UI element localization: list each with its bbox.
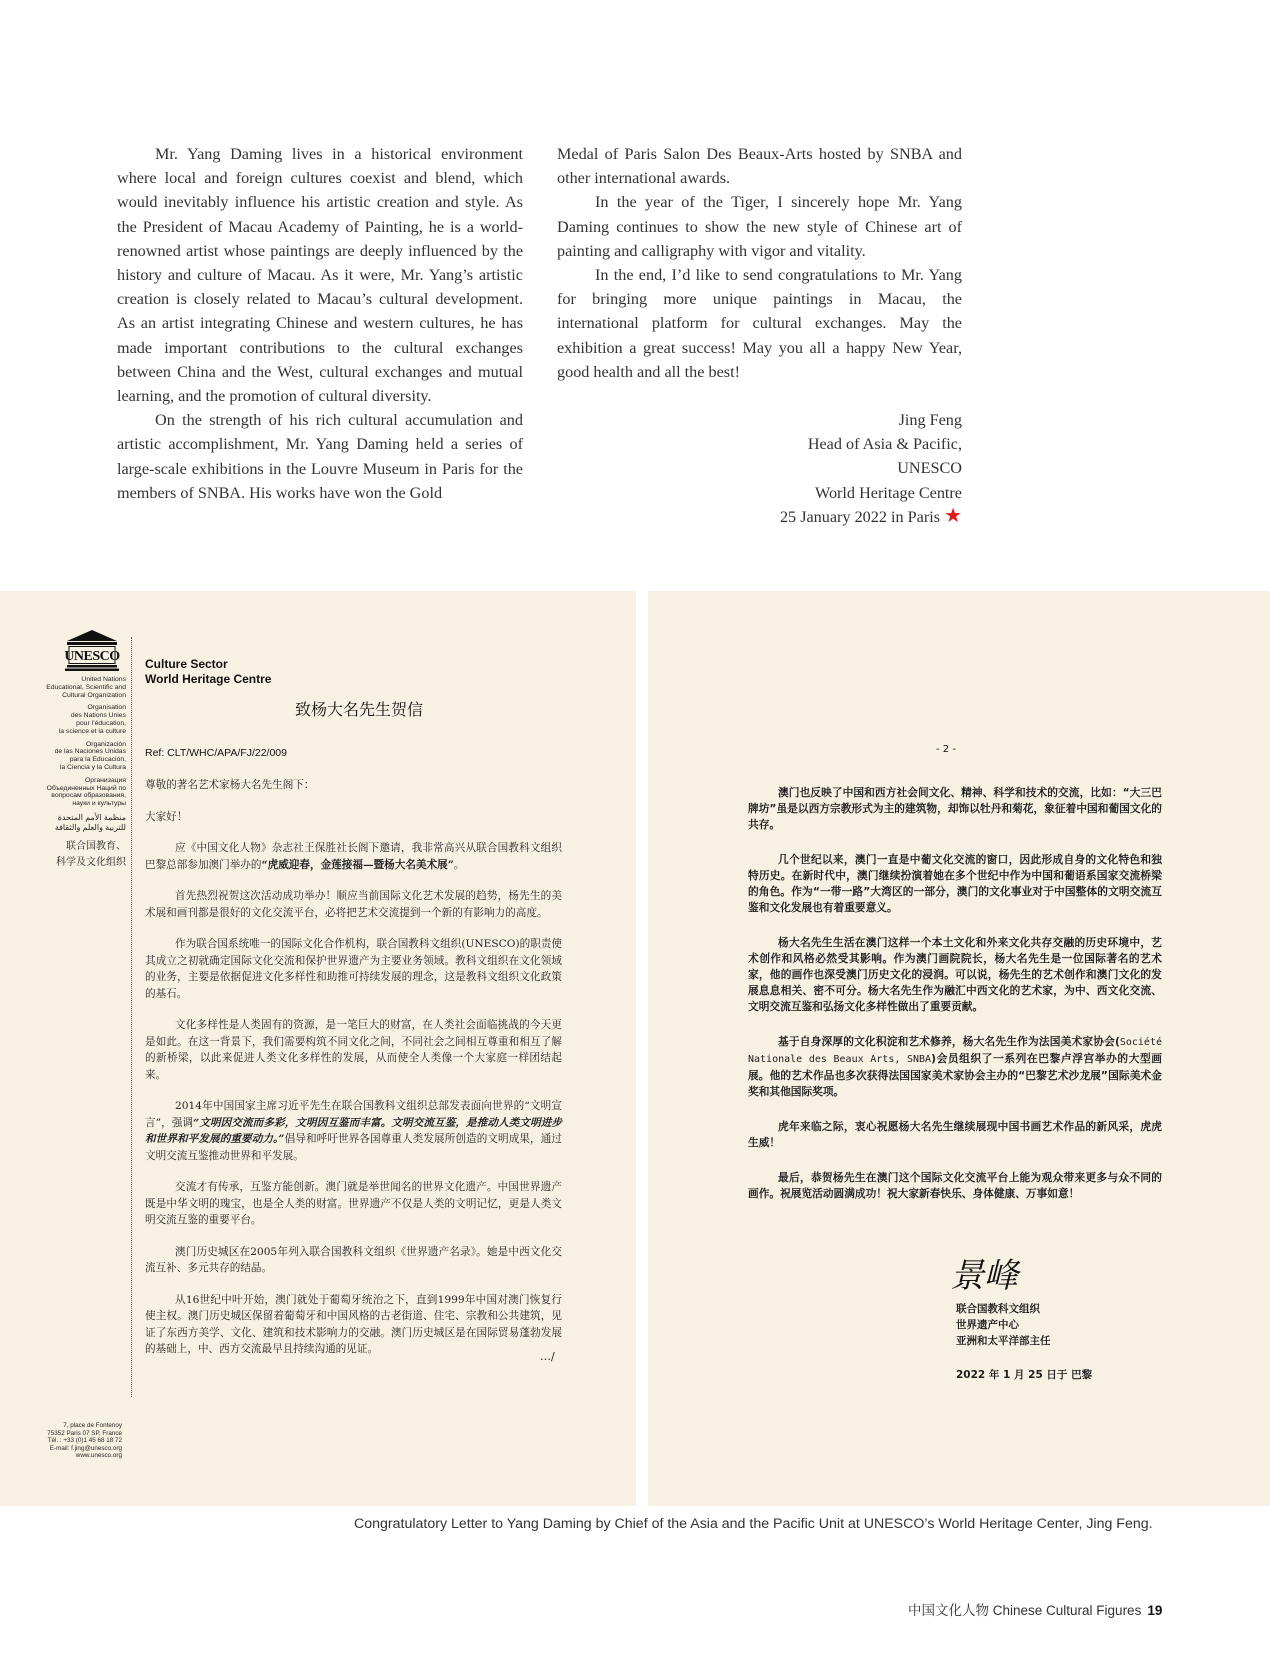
org-name-ar: منظمة الأمم المتحدة للتربية والعلم والثقافة <box>54 812 126 832</box>
org-name-es: Organización de las Naciones Unidas para la Educación, la Ciencia y la Cultura <box>54 740 126 771</box>
signature-unit: World Heritage Centre <box>814 483 962 502</box>
letter-greeting: 大家好！ <box>145 810 188 823</box>
page-number: 19 <box>1147 1603 1163 1618</box>
letter-date: 2022 年 1 月 25 日于 巴黎 <box>956 1369 1093 1381</box>
letter-paragraph: 最后，恭贺杨先生在澳门这个国际文化交流平台上能为观众带来更多与众不同的画作。祝展览活动圆满成功！祝大家新春快乐、身体健康、万事如意！ <box>748 1171 1162 1200</box>
article-paragraph: In the end, I’d like to send congratulations to Mr. Yang for bringing more unique paintings in Macau, the international platform for cultural exchanges. May the exhibition a great success! May you all a happy New Year, good health and all the best! <box>557 266 962 381</box>
svg-text:景峰: 景峰 <box>950 1256 1018 1296</box>
article-paragraph: Mr. Yang Daming lives in a historical environment where local and foreign cultures coexist and blend, which would inevitably influence his artistic creation and style. As the President of Macau Academy of Painting, he is a world-renowned artist whose paintings are deeply influenced by the history and culture of Macau. As it were, Mr. Yang’s artistic creation is closely related to Macau’s cultural development. As an artist integrating Chinese and western cultures, he has made important contributions to the cultural exchanges between China and the West, cultural exchanges and mutual learning, and the promotion of cultural diversity. <box>117 145 523 406</box>
publication-name: 中国文化人物 Chinese Cultural Figures <box>908 1603 1142 1618</box>
letter-paragraph: 首先热烈祝贺这次活动成功举办！顺应当前国际文化艺术发展的趋势，杨先生的美术展和画刊都是很好的文化交流平台，必将把艺术交流提到一个新的有影响力的高度。 <box>145 890 562 919</box>
org-name-en: United Nations Educational, Scientific and Cultural Organization <box>46 676 126 699</box>
letter-paragraph: 几个世纪以来，澳门一直是中葡文化交流的窗口，因此形成自身的文化特色和独特历史。在新时代中，澳门继续扮演着她在多个世纪中作为中国和葡语系国家交流桥梁的角色。作为“一带一路”大湾区的一部分，澳门的文化事业对于中国整体的文明交流互鉴和文化发展也有着重要意义。 <box>748 853 1162 914</box>
letter-page-1 <box>0 591 636 1506</box>
letterhead-divider <box>131 637 132 1397</box>
letter-paragraph: 基于自身深厚的文化积淀和艺术修养，杨大名先生作为法国美术家协会(Société Nationale des Beaux Arts, SNBA)会员组织了一系列在巴黎卢浮宫举办的大型画展。他的艺术作品也多次获得法国国家美术家协会主办的“巴黎艺术沙龙展”国际美术金奖和其他国际奖项。 <box>748 1035 1162 1098</box>
unesco-logo-block <box>30 629 126 871</box>
letter-paragraph: 文化多样性是人类固有的资源，是一笔巨大的财富，在人类社会面临挑战的今天更是如此。在这一背景下，我们需要构筑不同文化之间，不同社会之间相互尊重和相互了解的新桥梁，以此来促进人类文化多样性的发展，从而使全人类像一个大家庭一样团结起来。 <box>145 1019 562 1081</box>
org-name-fr: Organisation des Nations Unies pour l’éducation, la science et la culture <box>58 704 126 735</box>
letter-paragraph: 从16世纪中叶开始，澳门就处于葡萄牙统治之下，直到1999年中国对澳门恢复行使主权。澳门历史城区保留着葡萄牙和中国风格的古老街道、住宅、宗教和公共建筑，见证了东西方美学、文化、建筑和技术影响力的交融。澳门历史城区是在国际贸易蓬勃发展的基础上，中、西方交流最早且持续沟通的见证。 <box>145 1293 562 1355</box>
signature-date: 25 January 2022 in Paris <box>779 507 941 526</box>
signature-date-line <box>557 505 962 529</box>
signature-name: Jing Feng <box>898 411 962 430</box>
continued-marker: …/ <box>540 1350 555 1363</box>
letterhead-address: 7, place de Fontenoy 75352 Paris 07 SP, France Tél. : +33 (0)1 45 68 18 72 E-mail: f.jing@unesco.org www.unesco.org <box>47 1422 122 1460</box>
letter-paragraph: 2014年中国国家主席习近平先生在联合国教科文组织总部发表面向世界的“文明宣言”，强调“文明因交流而多彩，文明因互鉴而丰富。文明交流互鉴，是推动人类文明进步和世界和平发展的重要动力。”倡导和呼吁世界各国尊重人类发展所创造的文明成果，通过文明交流互鉴推动世界和平发展。 <box>145 1100 562 1162</box>
letter-body <box>145 777 562 1373</box>
letter-paragraph: 澳门也反映了中国和西方社会间文化、精神、科学和技术的交流，比如：“大三巴牌坊”虽是以西方宗教形式为主的建筑物，却饰以牡丹和菊花，象征着中国和葡国文化的共存。 <box>748 786 1162 831</box>
handwritten-signature <box>948 1245 1038 1297</box>
unesco-temple-logo <box>64 629 120 671</box>
org-name-ru: Организация Объединенных Наций по вопросам образования, науки и культуры <box>46 776 126 808</box>
star-icon: ★ <box>944 504 962 527</box>
letter-paragraph: 作为联合国系统唯一的国际文化合作机构，联合国教科文组织(UNESCO)的职责使其成立之初就确定国际文化交流和保护世界遗产为主要业务领域。教科文组织在文化领域的业务，主要是依据促进文化多样性和助推可持续发展的理念，这是教科文组织文化政策的基石。 <box>145 938 562 1000</box>
letter-paragraph: 杨大名先生生活在澳门这样一个本土文化和外来文化共存交融的历史环境中，艺术创作和风格必然受其影响。作为澳门画院院长，杨大名先生是一位国际著名的艺术家，他的画作也深受澳门历史文化的浸润。可以说，杨先生的艺术创作和澳门文化的发展息息相关、密不可分。杨大名先生作为融汇中西文化的艺术家，为中、西文化交流、文明交流互鉴和弘扬文化多样性做出了重要贡献。 <box>748 936 1162 1013</box>
letter-reference: Ref: CLT/WHC/APA/FJ/22/009 <box>145 747 287 759</box>
svg-text:UNESCO: UNESCO <box>64 649 120 664</box>
org-name-cn: 联合国教育、 科学及文化组织 <box>56 840 126 868</box>
letter-salutation: 尊敬的著名艺术家杨大名先生阁下： <box>145 779 315 791</box>
letter-paragraph: 应《中国文化人物》杂志社王保胜社长阁下邀请，我非常高兴从联合国教科文组织巴黎总部参加澳门举办的“虎威迎春，金莲接福—暨杨大名美术展”。 <box>145 842 562 871</box>
article-signature <box>557 408 962 529</box>
signature-org: UNESCO <box>897 459 962 478</box>
letter-paragraph: 虎年来临之际，衷心祝愿杨大名先生继续展现中国书画艺术作品的新风采，虎虎生威！ <box>748 1120 1162 1149</box>
letter-title: 致杨大名先生贺信 <box>295 700 424 719</box>
letter-paragraph: 澳门历史城区在2005年列入联合国教科文组织《世界遗产名录》。她是中西文化交流互补、多元共存的结晶。 <box>145 1245 562 1274</box>
article-paragraph: On the strength of his rich cultural accumulation and artistic accomplishment, Mr. Yang Daming held a series of large-scale exhibitions in the Louvre Museum in Paris for the members of SNBA. His works have won the Gold <box>117 411 523 502</box>
figure-caption: Congratulatory Letter to Yang Daming by Chief of the Asia and the Pacific Unit at UNESCO’s World Heritage Center, Jing Feng. <box>354 1516 1153 1532</box>
letter-body-page-2 <box>748 785 1162 1221</box>
article-column-right <box>557 142 962 529</box>
page-footer <box>908 1599 1162 1619</box>
letter-page-2 <box>648 591 1270 1506</box>
letter-signatory: 联合国教科文组织 世界遗产中心 亚洲和太平洋部主任 <box>956 1303 1051 1347</box>
article-column-left <box>117 142 523 505</box>
letterhead-sector: Culture Sector World Heritage Centre <box>145 657 272 686</box>
letter-page-number: - 2 - <box>936 744 956 755</box>
letter-paragraph: 交流才有传承，互鉴方能创新。澳门就是举世闻名的世界文化遗产。中国世界遗产既是中华文明的瑰宝，也是全人类的财富。世界遗产不仅是人类的文明记忆，更是人类文明交流互鉴的重要平台。 <box>145 1181 562 1226</box>
article-paragraph: Medal of Paris Salon Des Beaux-Arts hosted by SNBA and other international awards. <box>557 145 962 188</box>
article-paragraph: In the year of the Tiger, I sincerely hope Mr. Yang Daming continues to show the new style of Chinese art of painting and calligraphy with vigor and vitality. <box>557 193 962 260</box>
signature-title: Head of Asia & Pacific, <box>807 435 962 454</box>
